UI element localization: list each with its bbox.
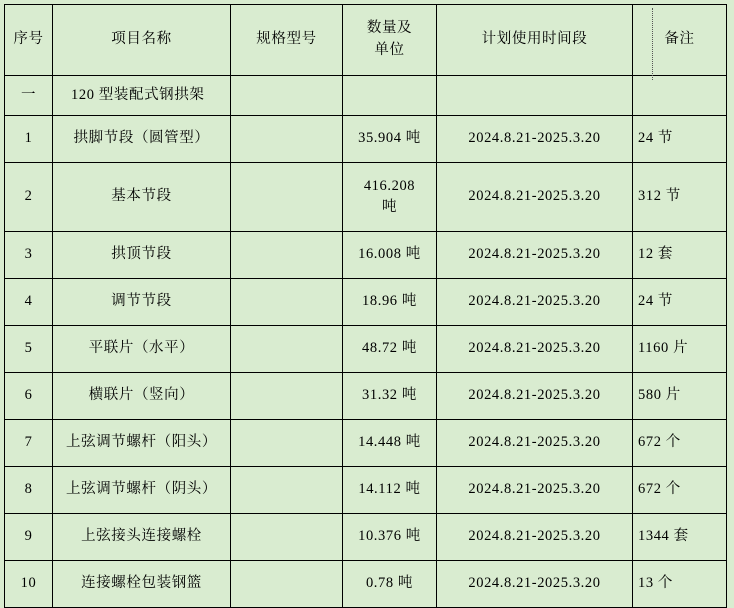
row-item-name: 拱顶节段 — [53, 232, 231, 279]
row-qty-line2: 吨 — [381, 199, 398, 215]
row-qty-line1: 416.208 — [363, 177, 416, 194]
row-item-name: 上弦接头连接螺栓 — [53, 514, 231, 561]
header-quantity-unit — [343, 5, 437, 76]
table-row — [5, 116, 727, 163]
row-item-name: 连接螺栓包装钢篮 — [53, 561, 231, 608]
row-period: 2024.8.21-2025.3.20 — [437, 326, 633, 373]
row-item-name: 上弦调节螺杆（阴头） — [53, 467, 231, 514]
table-row — [5, 163, 727, 232]
row-remark: 1344 套 — [633, 514, 727, 561]
row-spec — [231, 326, 343, 373]
row-qty: 0.78 吨 — [343, 561, 437, 608]
table-row — [5, 420, 727, 467]
row-period: 2024.8.21-2025.3.20 — [437, 163, 633, 232]
group-index: 一 — [5, 76, 53, 116]
row-item-name: 平联片（水平） — [53, 326, 231, 373]
row-period: 2024.8.21-2025.3.20 — [437, 373, 633, 420]
row-period: 2024.8.21-2025.3.20 — [437, 514, 633, 561]
table-row — [5, 373, 727, 420]
group-name: 120 型装配式钢拱架 — [53, 76, 231, 116]
table-header-row — [5, 5, 727, 76]
row-item-name: 调节节段 — [53, 279, 231, 326]
table-row — [5, 467, 727, 514]
header-quantity-line1: 数量及 — [366, 20, 413, 37]
row-item-name: 上弦调节螺杆（阳头） — [53, 420, 231, 467]
row-index: 1 — [5, 116, 53, 163]
row-period: 2024.8.21-2025.3.20 — [437, 467, 633, 514]
row-qty: 18.96 吨 — [343, 279, 437, 326]
group-qty — [343, 76, 437, 116]
row-remark: 24 节 — [633, 279, 727, 326]
row-remark: 672 个 — [633, 420, 727, 467]
row-index: 3 — [5, 232, 53, 279]
row-spec — [231, 116, 343, 163]
group-spec — [231, 76, 343, 116]
row-spec — [231, 279, 343, 326]
table-row — [5, 514, 727, 561]
header-remark: 备注 — [633, 5, 727, 76]
row-period: 2024.8.21-2025.3.20 — [437, 279, 633, 326]
table-row — [5, 232, 727, 279]
row-item-name: 基本节段 — [53, 163, 231, 232]
header-index: 序号 — [5, 5, 53, 76]
row-remark: 12 套 — [633, 232, 727, 279]
row-remark: 24 节 — [633, 116, 727, 163]
group-remark — [633, 76, 727, 116]
row-index: 6 — [5, 373, 53, 420]
row-index: 10 — [5, 561, 53, 608]
row-remark: 672 个 — [633, 467, 727, 514]
table-row-group — [5, 76, 727, 116]
table-row — [5, 326, 727, 373]
row-qty: 16.008 吨 — [343, 232, 437, 279]
row-qty: 10.376 吨 — [343, 514, 437, 561]
row-spec — [231, 514, 343, 561]
row-qty: 35.904 吨 — [343, 116, 437, 163]
row-item-name: 横联片（竖向） — [53, 373, 231, 420]
header-item-name: 项目名称 — [53, 5, 231, 76]
row-spec — [231, 373, 343, 420]
row-qty: 14.448 吨 — [343, 420, 437, 467]
row-remark: 580 片 — [633, 373, 727, 420]
group-period — [437, 76, 633, 116]
row-qty — [343, 163, 437, 232]
row-qty: 31.32 吨 — [343, 373, 437, 420]
row-spec — [231, 561, 343, 608]
row-remark: 1160 片 — [633, 326, 727, 373]
row-index: 7 — [5, 420, 53, 467]
row-index: 2 — [5, 163, 53, 232]
row-qty: 14.112 吨 — [343, 467, 437, 514]
table-row — [5, 561, 727, 608]
row-index: 4 — [5, 279, 53, 326]
header-spec-model: 规格型号 — [231, 5, 343, 76]
header-quantity-line2: 单位 — [374, 42, 405, 58]
row-index: 9 — [5, 514, 53, 561]
row-index: 8 — [5, 467, 53, 514]
row-spec — [231, 163, 343, 232]
row-period: 2024.8.21-2025.3.20 — [437, 232, 633, 279]
row-remark: 312 节 — [633, 163, 727, 232]
row-period: 2024.8.21-2025.3.20 — [437, 561, 633, 608]
row-spec — [231, 232, 343, 279]
row-spec — [231, 420, 343, 467]
row-remark: 13 个 — [633, 561, 727, 608]
row-index: 5 — [5, 326, 53, 373]
equipment-schedule-table — [4, 4, 727, 608]
row-item-name: 拱脚节段（圆管型） — [53, 116, 231, 163]
row-period: 2024.8.21-2025.3.20 — [437, 420, 633, 467]
table-row — [5, 279, 727, 326]
row-spec — [231, 467, 343, 514]
row-period: 2024.8.21-2025.3.20 — [437, 116, 633, 163]
document-page — [0, 4, 734, 592]
header-planned-period: 计划使用时间段 — [437, 5, 633, 76]
row-qty: 48.72 吨 — [343, 326, 437, 373]
